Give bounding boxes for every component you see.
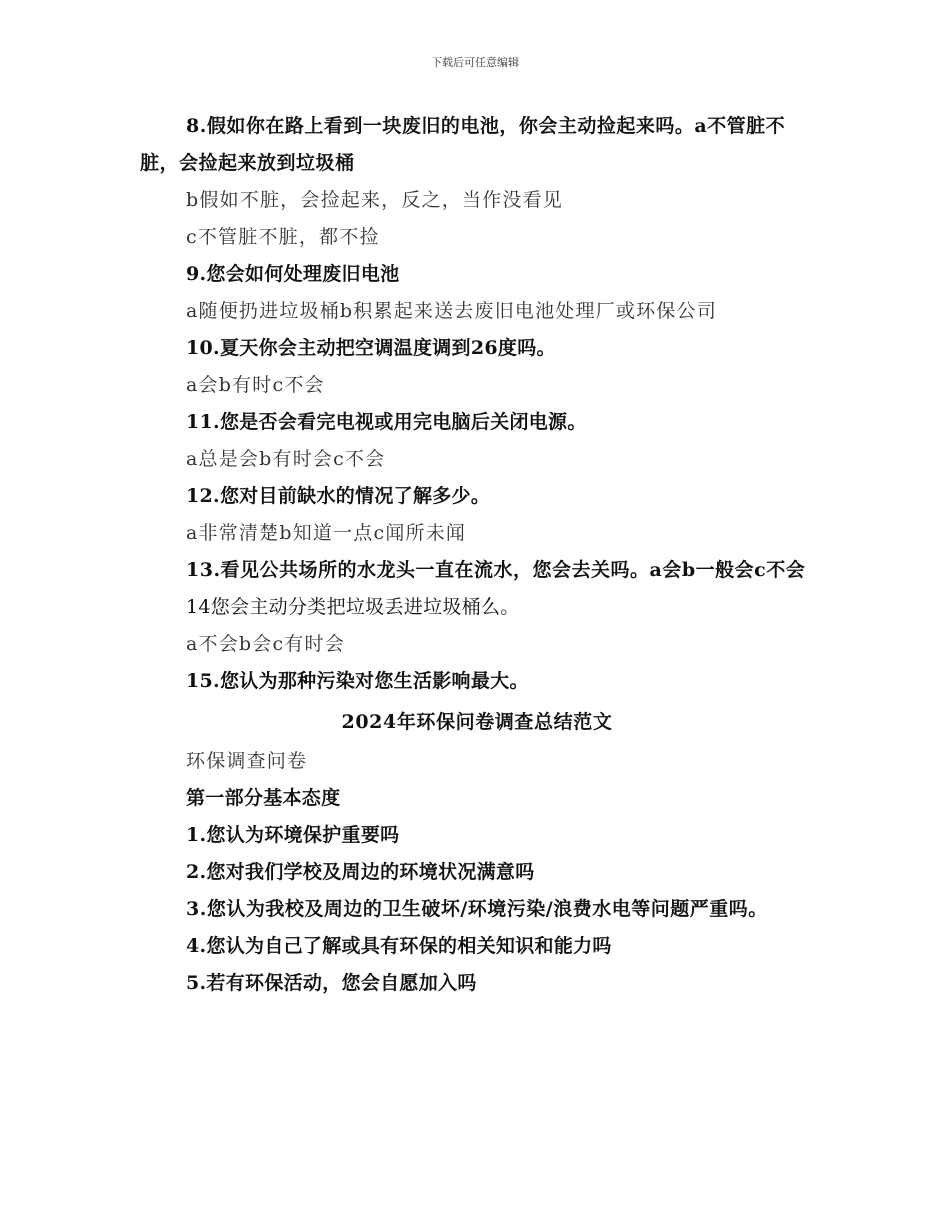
attitude-item-2: 2.您对我们学校及周边的环境状况满意吗 [186,861,535,883]
question-11-options: a总是会b有时会c不会 [186,448,386,470]
question-9: 9.您会如何处理废旧电池 [186,263,400,285]
section-subtitle: 环保调查问卷 [186,750,308,772]
attitude-item-3: 3.您认为我校及周边的卫生破坏/环境污染/浪费水电等问题严重吗。 [186,898,768,920]
question-8: 8.假如你在路上看到一块废旧的电池，你会主动捡起来吗。a不管脏不脏，会捡起来放到垃圾桶 [140,115,786,174]
attitude-item-1: 1.您认为环境保护重要吗 [186,824,400,846]
attitude-item-5: 5.若有环保活动，您会自愿加入吗 [186,972,477,994]
question-11: 11.您是否会看完电视或用完电脑后关闭电源。 [186,411,587,433]
question-14: 14您会主动分类把垃圾丢进垃圾桶么。 [186,596,520,618]
question-9-options: a随便扔进垃圾桶b积累起来送去废旧电池处理厂或环保公司 [186,300,717,322]
question-10-options: a会b有时c不会 [186,374,325,396]
question-12: 12.您对目前缺水的情况了解多少。 [186,485,491,507]
section-title: 2024年环保问卷调查总结范文 [341,711,613,733]
question-15: 15.您认为那种污染对您生活影响最大。 [186,670,529,692]
document-body [140,108,814,1002]
question-12-options: a非常清楚b知道一点c闻所未闻 [186,522,467,544]
question-8-option-b: b假如不脏，会捡起来，反之，当作没看见 [186,189,563,211]
part-heading: 第一部分基本态度 [186,787,341,809]
question-8-option-c: c不管脏不脏，都不捡 [186,226,380,248]
question-14-options: a不会b会c有时会 [186,633,345,655]
attitude-item-4: 4.您认为自己了解或具有环保的相关知识和能力吗 [186,935,612,957]
question-13: 13.看见公共场所的水龙头一直在流水，您会去关吗。a会b一般会c不会 [186,559,806,581]
page-header: 下载后可任意编辑 [431,56,519,69]
question-10: 10.夏天你会主动把空调温度调到26度吗。 [186,337,556,359]
